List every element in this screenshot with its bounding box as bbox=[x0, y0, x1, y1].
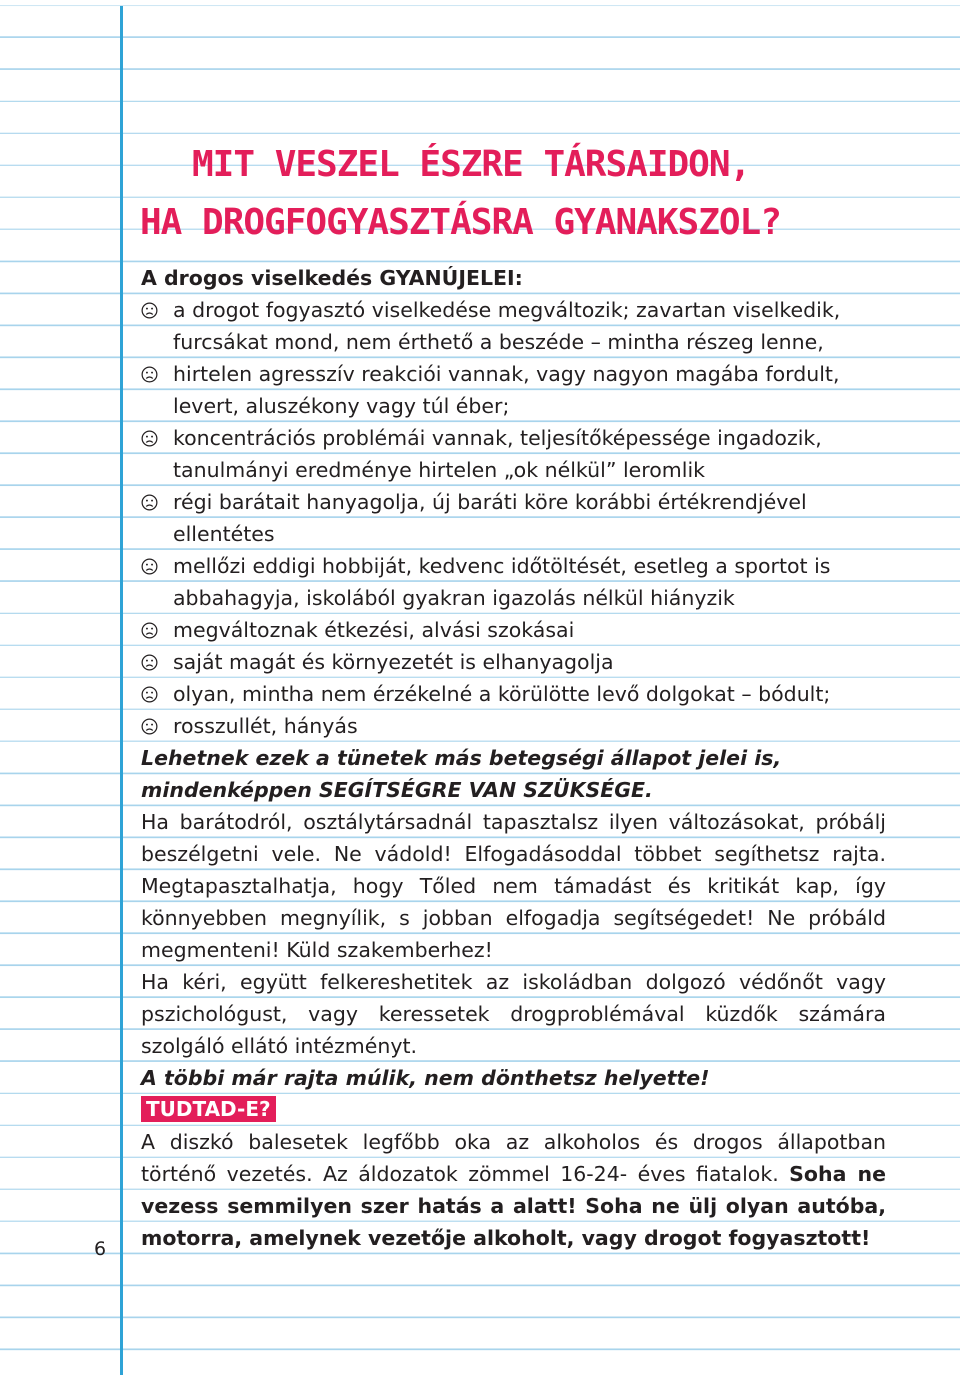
advice-paragraph-1: Ha barátodról, osztálytársadnál tapasztalsz ilyen változásokat, próbálj beszélgetni vele. Ne vádold! Elfogadásoddal többet segíthetsz rajta. Megtapasztalhatja, hogy Tőled nem támadást és kritikát kap, így könnyebben megnyílik, s jobban elfogadja segítségedet! Ne próbáld megmenteni! Küld szakemberhez! bbox=[141, 810, 886, 962]
sign-text: koncentrációs problémái vannak, teljesítőképessége ingadozik, tanulmányi eredménye hirtelen „ok nélkül” leromlik bbox=[173, 426, 822, 482]
did-you-know-badge: TUDTAD-E? bbox=[141, 1096, 276, 1122]
frown-face-icon bbox=[141, 494, 158, 511]
list-item bbox=[141, 646, 886, 678]
frown-face-icon bbox=[141, 654, 158, 671]
page-title-line-1: MIT VESZEL ÉSZRE TÁRSAIDON, bbox=[192, 144, 751, 185]
sign-text: olyan, mintha nem érzékelné a körülötte levő dolgokat – bódult; bbox=[173, 682, 831, 706]
list-item bbox=[141, 294, 886, 358]
frown-face-icon bbox=[141, 430, 158, 447]
warning-text: Lehetnek ezek a tünetek más betegségi állapot jelei is, mindenképpen SEGÍTSÉGRE VAN SZÜKSÉGE. bbox=[141, 746, 782, 802]
did-you-know-text bbox=[141, 1126, 886, 1254]
list-item bbox=[141, 614, 886, 646]
advice-paragraph-2: Ha kéri, együtt felkereshetitek az iskoládban dolgozó védőnőt vagy pszichológust, vagy keressetek drogproblémával küzdők számára szolgáló ellátó intézményt. bbox=[141, 970, 886, 1058]
list-item bbox=[141, 486, 886, 550]
signs-heading: A drogos viselkedés GYANÚJELEI: bbox=[141, 266, 523, 290]
did-you-know-bold: Soha ne vezess semmilyen szer hatás a alatt! Soha ne ülj olyan autóba, motorra, amelynek vezetője alkoholt, vagy drogot fogyasztott! bbox=[141, 1162, 886, 1250]
frown-face-icon bbox=[141, 718, 158, 735]
list-item bbox=[141, 678, 886, 710]
frown-face-icon bbox=[141, 558, 158, 575]
sign-text: a drogot fogyasztó viselkedése megváltozik; zavartan viselkedik, furcsákat mond, nem érthető a beszéde – mintha részeg lenne, bbox=[173, 298, 841, 354]
page-number: 6 bbox=[94, 1238, 107, 1260]
sign-text: mellőzi eddigi hobbiját, kedvenc időtöltését, esetleg a sportot is abbahagyja, iskolából gyakran igazolás nélkül hiányzik bbox=[173, 554, 831, 610]
sign-text: saját magát és környezetét is elhanyagolja bbox=[173, 650, 614, 674]
signs-list bbox=[141, 294, 886, 742]
frown-face-icon bbox=[141, 686, 158, 703]
list-item bbox=[141, 422, 886, 486]
did-you-know-plain: A diszkó balesetek legfőbb oka az alkoholos és drogos állapotban történő vezetés. Az áldozatok zömmel 16-24- éves fiatalok. bbox=[141, 1130, 886, 1186]
frown-face-icon bbox=[141, 302, 158, 319]
sign-text: megváltoznak étkezési, alvási szokásai bbox=[173, 618, 575, 642]
sign-text: hirtelen agresszív reakciói vannak, vagy nagyon magába fordult, levert, aluszékony vagy túl éber; bbox=[173, 362, 840, 418]
list-item bbox=[141, 358, 886, 422]
page-title-line-2: HA DROGFOGYASZTÁSRA GYANAKSZOL? bbox=[140, 202, 781, 243]
frown-face-icon bbox=[141, 622, 158, 639]
notebook-margin-line bbox=[120, 6, 123, 1375]
sign-text: régi barátait hanyagolja, új baráti köre korábbi értékrendjével ellentétes bbox=[173, 490, 807, 546]
page-title bbox=[140, 136, 781, 252]
list-item bbox=[141, 710, 886, 742]
main-content bbox=[141, 262, 886, 1094]
list-item bbox=[141, 550, 886, 614]
closing-text: A többi már rajta múlik, nem dönthetsz helyette! bbox=[141, 1066, 710, 1090]
frown-face-icon bbox=[141, 366, 158, 383]
sign-text: rosszullét, hányás bbox=[173, 714, 358, 738]
